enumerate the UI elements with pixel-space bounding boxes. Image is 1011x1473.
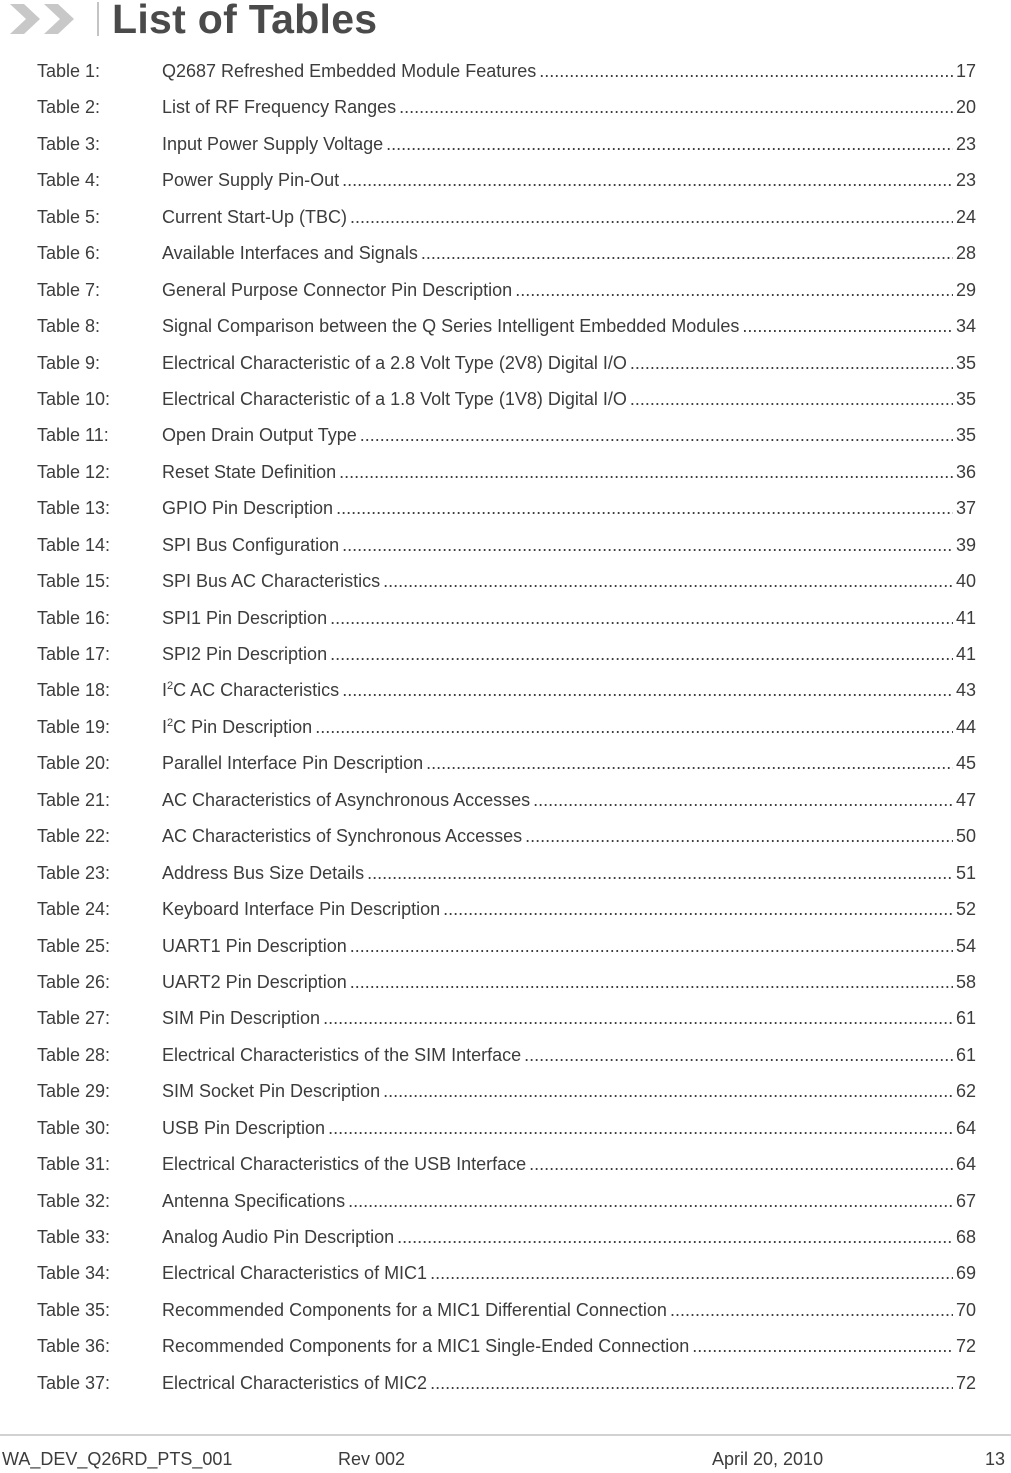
- toc-entry-number: Table 3:: [37, 133, 101, 154]
- toc-entry[interactable]: [37, 608, 976, 644]
- footer-doc-id: WA_DEV_Q26RD_PTS_001: [2, 1449, 233, 1469]
- toc-entry-title: SIM Socket Pin Description: [162, 1081, 381, 1102]
- toc-entry-title: SPI Bus Configuration: [162, 534, 340, 555]
- toc-dot-leader: [421, 243, 953, 264]
- toc-entry[interactable]: [37, 134, 976, 170]
- toc-entry-page: 62: [955, 1081, 976, 1102]
- toc-dot-leader: [386, 134, 953, 155]
- toc-entry[interactable]: [37, 1263, 976, 1299]
- page-header: [0, 0, 1011, 44]
- toc-entry-number: Table 13:: [37, 498, 111, 519]
- toc-entry-title: USB Pin Description: [162, 1117, 326, 1138]
- toc-entry-page: 29: [955, 279, 976, 300]
- toc-entry-number: Table 11:: [37, 425, 109, 446]
- toc-entry[interactable]: [37, 571, 976, 607]
- toc-entry-number: Table 27:: [37, 1008, 111, 1029]
- toc-entry-title: Signal Comparison between the Q Series Intelligent Embedded Modules: [162, 316, 740, 337]
- toc-entry-title: AC Characteristics of Synchronous Accesses: [162, 826, 523, 847]
- toc-entry-title-suffix: C AC Characteristics: [173, 680, 340, 701]
- toc-entry-page: 61: [955, 1008, 976, 1029]
- toc-entry-title: Recommended Components for a MIC1 Single-Ended Connection: [162, 1336, 690, 1357]
- toc-dot-leader: [348, 1191, 953, 1212]
- toc-entry-page: 52: [955, 899, 976, 920]
- toc-entry[interactable]: [37, 753, 976, 789]
- toc-entry-number: Table 24:: [37, 899, 111, 920]
- toc-entry-page: 58: [955, 971, 976, 992]
- toc-dot-leader: [367, 863, 953, 884]
- toc-entry-number: Table 12:: [37, 461, 111, 482]
- toc-entry-page: 23: [955, 170, 976, 191]
- toc-entry-number: Table 8:: [37, 316, 101, 337]
- toc-entry-number: Table 7:: [37, 279, 101, 300]
- toc-entry-page: 68: [955, 1227, 976, 1247]
- toc-entry-title: UART2 Pin Description: [162, 971, 347, 992]
- toc-entry-title: Electrical Characteristic of a 1.8 Volt Type (1V8) Digital I/O: [162, 388, 627, 409]
- toc-entry-title-prefix: I: [162, 680, 168, 701]
- toc-entry-title: SPI Bus AC Characteristics: [162, 571, 381, 592]
- toc-entry[interactable]: [37, 97, 976, 133]
- toc-dot-leader: [330, 644, 953, 665]
- footer-divider: [0, 1434, 1011, 1436]
- toc-entry[interactable]: [37, 826, 976, 862]
- toc-entry-title: Q2687 Refreshed Embedded Module Features: [162, 61, 537, 81]
- toc-entry-page: 35: [955, 388, 976, 409]
- toc-entry-title: Keyboard Interface Pin Description: [162, 899, 441, 920]
- toc-entry-title: Open Drain Output Type: [162, 425, 357, 446]
- toc-entry-number: Table 28:: [37, 1044, 111, 1065]
- toc-entry-page: 39: [955, 534, 976, 555]
- toc-entry-title: Electrical Characteristics of MIC2: [162, 1372, 428, 1393]
- toc-entry-number: Table 26:: [37, 971, 111, 992]
- toc-entry-number: Table 1:: [37, 61, 101, 81]
- toc-entry-number: Table 37:: [37, 1372, 111, 1393]
- toc-dot-leader: [524, 1045, 953, 1066]
- toc-entry-title: [162, 717, 312, 738]
- toc-entry-page: 47: [955, 789, 976, 810]
- toc-entry-number: Table 9:: [37, 352, 101, 373]
- toc-dot-leader: [315, 717, 953, 738]
- toc-entry-number: Table 19:: [37, 716, 111, 737]
- toc-entry[interactable]: [37, 1081, 976, 1117]
- toc-entry-title: Current Start-Up (TBC): [162, 206, 348, 227]
- toc-entry-number: Table 15:: [37, 571, 111, 592]
- toc-entry-title: Address Bus Size Details: [162, 862, 365, 883]
- toc-entry-title: Electrical Characteristics of the USB Interface: [162, 1154, 527, 1175]
- toc-entry-page: 45: [955, 753, 976, 774]
- toc-entry-page: 37: [955, 498, 976, 519]
- toc-dot-leader: [692, 1336, 953, 1357]
- toc-entry-title: Power Supply Pin-Out: [162, 170, 340, 191]
- toc-entry-number: Table 35:: [37, 1299, 111, 1320]
- toc-entry-page: 43: [955, 680, 976, 701]
- toc-dot-leader: [328, 1118, 953, 1139]
- toc-entry[interactable]: [37, 899, 976, 935]
- toc-entry-title: SPI1 Pin Description: [162, 607, 328, 628]
- toc-entry[interactable]: [37, 1118, 976, 1154]
- toc-entry-number: Table 25:: [37, 935, 111, 956]
- toc-entry-title: AC Characteristics of Asynchronous Accesses: [162, 789, 531, 810]
- toc-entry[interactable]: [37, 790, 976, 826]
- footer-date: April 20, 2010: [712, 1449, 824, 1469]
- toc-entry[interactable]: [37, 644, 976, 680]
- toc-entry-title: [162, 680, 339, 701]
- toc-entry-page: 67: [955, 1190, 976, 1211]
- toc-dot-leader: [630, 353, 953, 374]
- toc-entry-number: Table 34:: [37, 1263, 111, 1284]
- toc-entry-title: SPI2 Pin Description: [162, 644, 328, 664]
- toc-dot-leader: [430, 1373, 953, 1394]
- toc-entry[interactable]: [37, 498, 976, 534]
- toc-entry-number: Table 16:: [37, 607, 111, 628]
- toc-entry[interactable]: [37, 170, 976, 206]
- toc-dot-leader: [742, 316, 953, 337]
- chevron-right-icon: [10, 4, 40, 34]
- toc-entry[interactable]: [37, 280, 976, 316]
- toc-dot-leader: [342, 170, 953, 191]
- toc-entry[interactable]: [37, 535, 976, 571]
- toc-entry-page: 70: [955, 1299, 976, 1320]
- toc-entry[interactable]: [37, 1154, 976, 1190]
- toc-entry-page: 64: [955, 1117, 976, 1138]
- toc-entry[interactable]: [37, 61, 976, 97]
- toc-entry[interactable]: [37, 680, 976, 716]
- toc-entry[interactable]: [37, 1008, 976, 1044]
- toc-entry-page: 35: [955, 425, 976, 446]
- toc-entry-number: Table 17:: [37, 644, 111, 664]
- toc-entry-page: 54: [955, 935, 976, 956]
- toc-entry-page: 64: [955, 1154, 976, 1175]
- toc-entry-number: Table 31:: [37, 1154, 111, 1175]
- toc-dot-leader: [350, 936, 953, 957]
- toc-entry-title: Electrical Characteristics of MIC1: [162, 1263, 428, 1284]
- toc-entry-title: GPIO Pin Description: [162, 498, 334, 519]
- toc-entry-number: Table 29:: [37, 1081, 111, 1102]
- toc-dot-leader: [342, 535, 953, 556]
- toc-entry-number: Table 18:: [37, 680, 111, 701]
- toc-entry-title: Electrical Characteristics of the SIM Interface: [162, 1044, 522, 1065]
- toc-entry-number: Table 22:: [37, 826, 111, 847]
- toc-entry-number: Table 20:: [37, 753, 111, 774]
- toc-entry-title: Input Power Supply Voltage: [162, 133, 384, 154]
- toc-dot-leader: [330, 608, 953, 629]
- toc-entry[interactable]: [37, 462, 976, 498]
- header-divider: [97, 2, 99, 36]
- toc-dot-leader: [630, 389, 953, 410]
- toc-entry-number: Table 6:: [37, 243, 101, 264]
- toc-entry-title: Recommended Components for a MIC1 Differential Connection: [162, 1299, 667, 1320]
- toc-dot-leader: [360, 425, 953, 446]
- toc-entry-page: 41: [955, 607, 976, 628]
- toc-entry[interactable]: [37, 1373, 976, 1409]
- toc-dot-leader: [383, 1081, 953, 1102]
- toc-entry-number: Table 33:: [37, 1227, 111, 1247]
- toc-entry-number: Table 32:: [37, 1190, 111, 1211]
- toc-entry-page: 41: [955, 644, 976, 664]
- toc-entry-title: Available Interfaces and Signals: [162, 243, 418, 264]
- toc-dot-leader: [383, 571, 953, 592]
- toc-dot-leader: [426, 753, 953, 774]
- toc-entry-title-superscript: 2: [167, 680, 174, 693]
- toc-entry-title: UART1 Pin Description: [162, 935, 347, 956]
- toc-entry-page: 20: [955, 97, 976, 118]
- toc-entry[interactable]: [37, 316, 976, 352]
- toc-entry-title: General Purpose Connector Pin Description: [162, 279, 513, 300]
- toc-entry-page: 40: [955, 571, 976, 592]
- toc-dot-leader: [350, 972, 953, 993]
- toc-entry-page: 24: [955, 206, 976, 227]
- toc-entry[interactable]: [37, 863, 976, 899]
- toc-dot-leader: [430, 1263, 953, 1284]
- toc-entry[interactable]: [37, 389, 976, 425]
- toc-entry-title: Analog Audio Pin Description: [162, 1227, 395, 1247]
- toc-entry[interactable]: [37, 972, 976, 1008]
- chevron-right-icon: [44, 4, 74, 34]
- toc-entry-page: 36: [955, 461, 976, 482]
- toc-entry-page: 28: [955, 243, 976, 264]
- toc-dot-leader: [670, 1300, 953, 1321]
- toc-entry[interactable]: [37, 207, 976, 243]
- toc-entry-page: 72: [955, 1336, 976, 1357]
- toc-entry[interactable]: [37, 936, 976, 972]
- toc-entry-page: 17: [955, 61, 976, 81]
- footer-revision: Rev 002: [338, 1449, 406, 1469]
- toc-entry[interactable]: [37, 1045, 976, 1081]
- toc-entry[interactable]: [37, 425, 976, 461]
- toc-entry-number: Table 2:: [37, 97, 101, 118]
- toc-entry-number: Table 30:: [37, 1117, 111, 1138]
- toc-dot-leader: [342, 680, 953, 701]
- toc-entry-page: 69: [955, 1263, 976, 1284]
- toc-dot-leader: [323, 1008, 953, 1029]
- toc-entry-title: Parallel Interface Pin Description: [162, 753, 424, 774]
- page-title: List of Tables: [112, 0, 378, 42]
- toc-entry-number: Table 14:: [37, 534, 111, 555]
- toc-entry-title-prefix: I: [162, 716, 168, 737]
- toc-entry-number: Table 4:: [37, 170, 101, 191]
- footer-page-number: 13: [985, 1449, 1006, 1469]
- list-of-tables: [37, 61, 976, 1409]
- toc-entry-title-superscript: 2: [167, 716, 174, 729]
- toc-dot-leader: [533, 790, 953, 811]
- toc-entry[interactable]: [37, 353, 976, 389]
- toc-entry[interactable]: [37, 1300, 976, 1336]
- toc-dot-leader: [525, 826, 953, 847]
- toc-entry[interactable]: [37, 717, 976, 753]
- toc-dot-leader: [397, 1227, 953, 1248]
- toc-entry[interactable]: [37, 1336, 976, 1372]
- toc-entry-page: 44: [955, 716, 976, 737]
- toc-dot-leader: [539, 61, 953, 82]
- toc-entry-page: 23: [955, 133, 976, 154]
- toc-dot-leader: [515, 280, 953, 301]
- toc-dot-leader: [529, 1154, 953, 1175]
- toc-entry-page: 50: [955, 826, 976, 847]
- toc-entry-title: List of RF Frequency Ranges: [162, 97, 397, 118]
- toc-entry-page: 61: [955, 1044, 976, 1065]
- toc-entry-title-suffix: C Pin Description: [173, 716, 313, 737]
- toc-dot-leader: [399, 97, 953, 118]
- toc-entry-title: Reset State Definition: [162, 461, 337, 482]
- toc-dot-leader: [336, 498, 953, 519]
- toc-entry-number: Table 21:: [37, 789, 111, 810]
- toc-entry-title: Electrical Characteristic of a 2.8 Volt Type (2V8) Digital I/O: [162, 352, 627, 373]
- toc-entry-number: Table 10:: [37, 388, 111, 409]
- toc-entry-page: 35: [955, 352, 976, 373]
- toc-entry[interactable]: [37, 1227, 976, 1263]
- toc-entry[interactable]: [37, 1191, 976, 1227]
- toc-dot-leader: [350, 207, 953, 228]
- toc-entry-number: Table 23:: [37, 862, 111, 883]
- toc-dot-leader: [443, 899, 953, 920]
- toc-entry-title: Antenna Specifications: [162, 1190, 346, 1211]
- toc-entry-page: 34: [955, 316, 976, 337]
- toc-entry-number: Table 5:: [37, 206, 101, 227]
- toc-entry[interactable]: [37, 243, 976, 279]
- toc-entry-title: SIM Pin Description: [162, 1008, 321, 1029]
- toc-entry-page: 72: [955, 1372, 976, 1393]
- toc-dot-leader: [339, 462, 953, 483]
- toc-entry-page: 51: [955, 862, 976, 883]
- toc-entry-number: Table 36:: [37, 1336, 111, 1357]
